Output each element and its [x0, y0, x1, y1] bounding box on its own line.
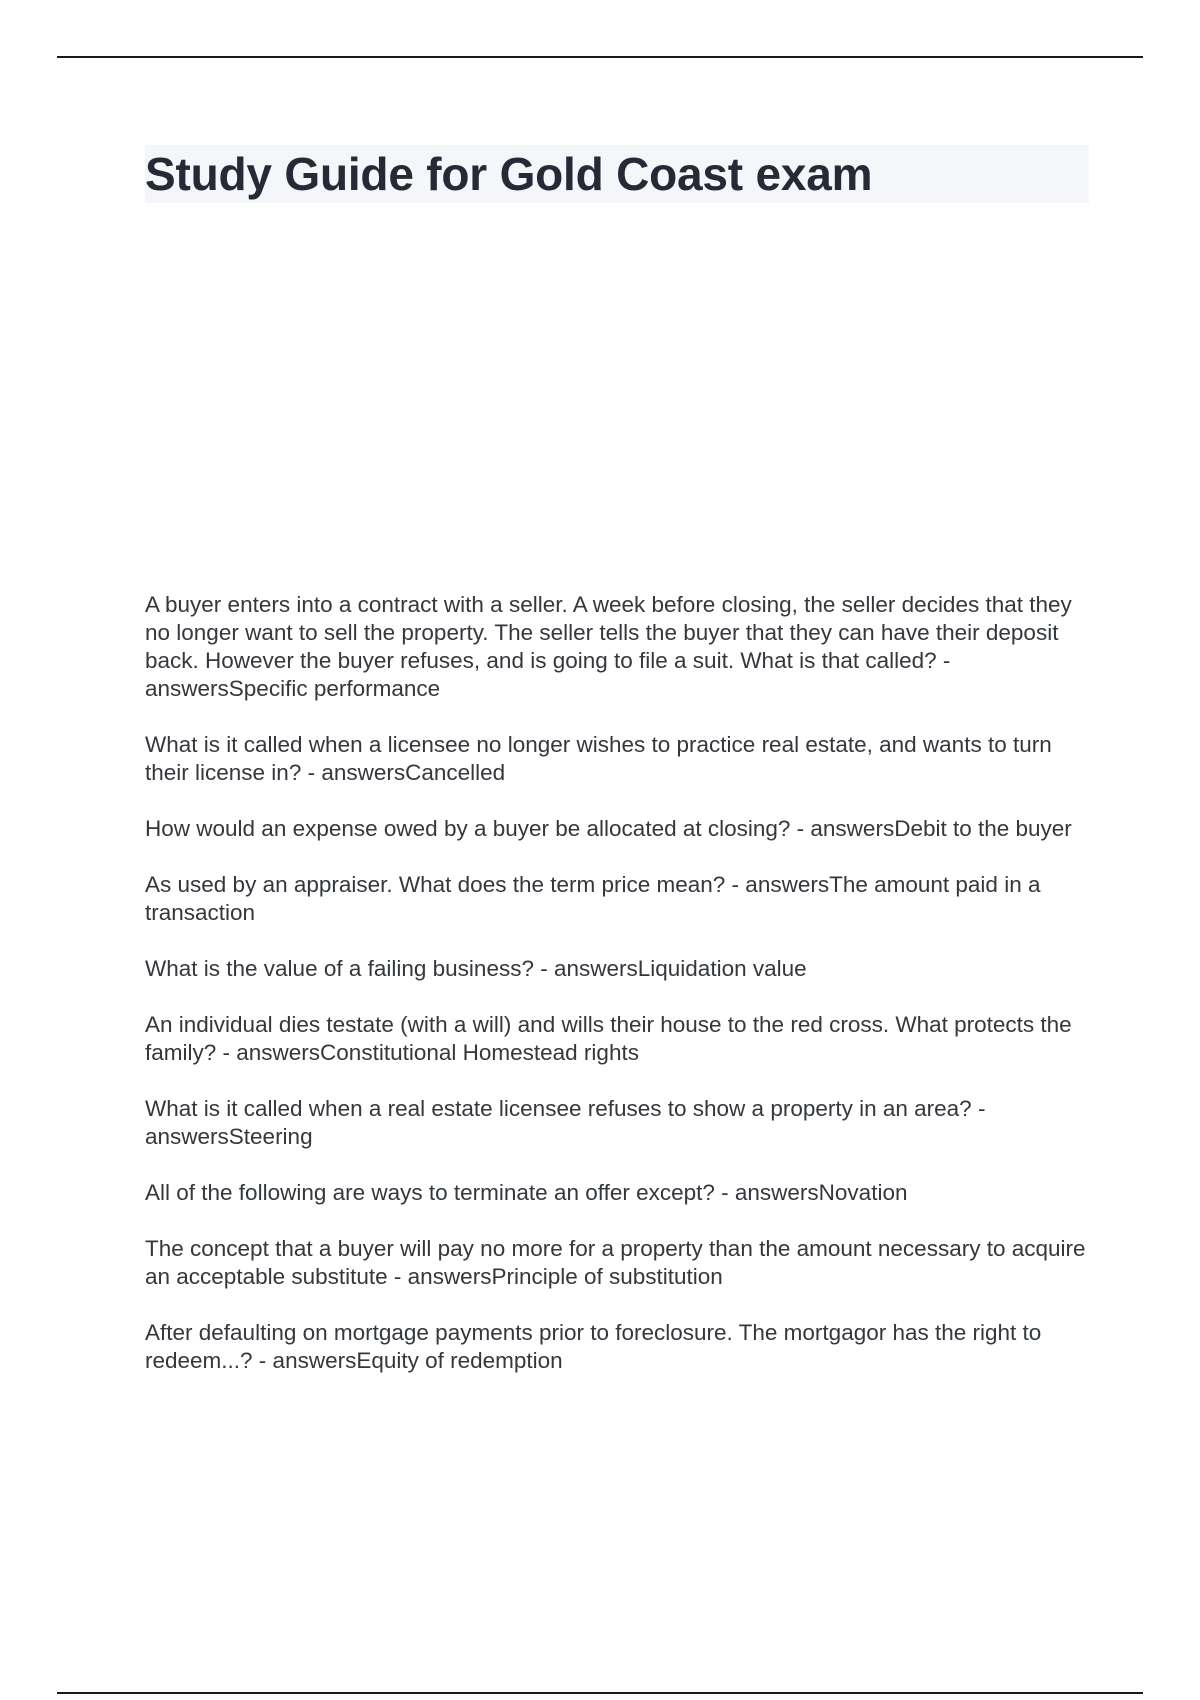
bottom-rule — [57, 1692, 1143, 1694]
top-rule — [57, 56, 1143, 58]
qa-list — [145, 591, 1095, 1403]
qa-item: How would an expense owed by a buyer be allocated at closing? - answersDebit to the buyer — [145, 816, 1072, 841]
qa-item: What is it called when a licensee no longer wishes to practice real estate, and wants to turn their license in? - answersCancelled — [145, 732, 1052, 785]
qa-item: The concept that a buyer will pay no more for a property than the amount necessary to acquire an acceptable substitute - answersPrinciple of substitution — [145, 1236, 1086, 1289]
page-title: Study Guide for Gold Coast exam — [145, 148, 873, 200]
qa-item: An individual dies testate (with a will) and wills their house to the red cross. What protects the family? - answersConstitutional Homestead rights — [145, 1012, 1072, 1065]
qa-item: As used by an appraiser. What does the term price mean? - answersThe amount paid in a transaction — [145, 872, 1041, 925]
qa-item: What is the value of a failing business? - answersLiquidation value — [145, 956, 807, 981]
qa-item: All of the following are ways to terminate an offer except? - answersNovation — [145, 1180, 908, 1205]
qa-item: A buyer enters into a contract with a seller. A week before closing, the seller decides that they no longer want to sell the property. The seller tells the buyer that they can have their deposit back. However the buyer refuses, and is going to file a suit. What is that called? - answersSpecific performance — [145, 592, 1072, 701]
qa-item: What is it called when a real estate licensee refuses to show a property in an area? - answersSteering — [145, 1096, 986, 1149]
qa-item: After defaulting on mortgage payments prior to foreclosure. The mortgagor has the right to redeem...? - answersEquity of redemption — [145, 1320, 1042, 1373]
